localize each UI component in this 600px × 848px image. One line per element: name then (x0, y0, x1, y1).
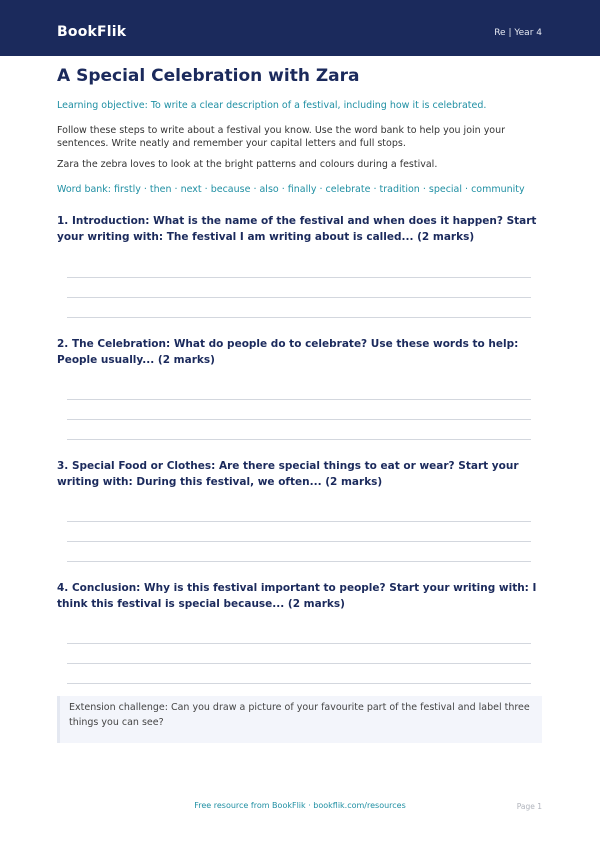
answer-line[interactable] (67, 683, 531, 684)
answer-line[interactable] (67, 419, 531, 420)
learning-objective: Learning objective: To write a clear description of a festival, including how it is celebrated. (57, 100, 487, 111)
brand-logo: BookFlik (57, 24, 127, 40)
answer-line[interactable] (67, 643, 531, 644)
question-3: 3. Special Food or Clothes: Are there special things to eat or wear? Start your writing with: During this festival, we often... (2 marks) (57, 460, 519, 488)
question-4: 4. Conclusion: Why is this festival important to people? Start your writing with: I think this festival is special because... (2 marks) (57, 582, 537, 610)
question-1: 1. Introduction: What is the name of the festival and when does it happen? Start your writing with: The festival I am writing about is called... (2 marks) (57, 215, 537, 243)
answer-line[interactable] (67, 663, 531, 664)
subject-year-label: Re | Year 4 (494, 28, 542, 38)
extension-challenge-box (57, 696, 542, 743)
page-number: Page 1 (516, 802, 542, 811)
answer-line[interactable] (67, 297, 531, 298)
footer-link[interactable]: Free resource from BookFlik · bookflik.com/resources (194, 801, 406, 810)
instructions-text: Follow these steps to write about a festival you know. Use the word bank to help you join your sentences. Write neatly and remember your capital letters and full stops. (57, 125, 506, 149)
answer-line[interactable] (67, 561, 531, 562)
answer-line[interactable] (67, 399, 531, 400)
page-title: A Special Celebration with Zara (57, 66, 360, 86)
extension-challenge-text: Extension challenge: Can you draw a picture of your favourite part of the festival and label three things you can see? (69, 702, 530, 728)
answer-line[interactable] (67, 521, 531, 522)
word-bank: Word bank: firstly · then · next · because · also · finally · celebrate · tradition · special · community (57, 184, 525, 195)
answer-line[interactable] (67, 541, 531, 542)
answer-line[interactable] (67, 317, 531, 318)
zara-note: Zara the zebra loves to look at the bright patterns and colours during a festival. (57, 159, 438, 170)
question-2: 2. The Celebration: What do people do to celebrate? Use these words to help: People usually... (2 marks) (57, 338, 519, 366)
page-header (0, 0, 600, 56)
answer-line[interactable] (67, 277, 531, 278)
answer-line[interactable] (67, 439, 531, 440)
